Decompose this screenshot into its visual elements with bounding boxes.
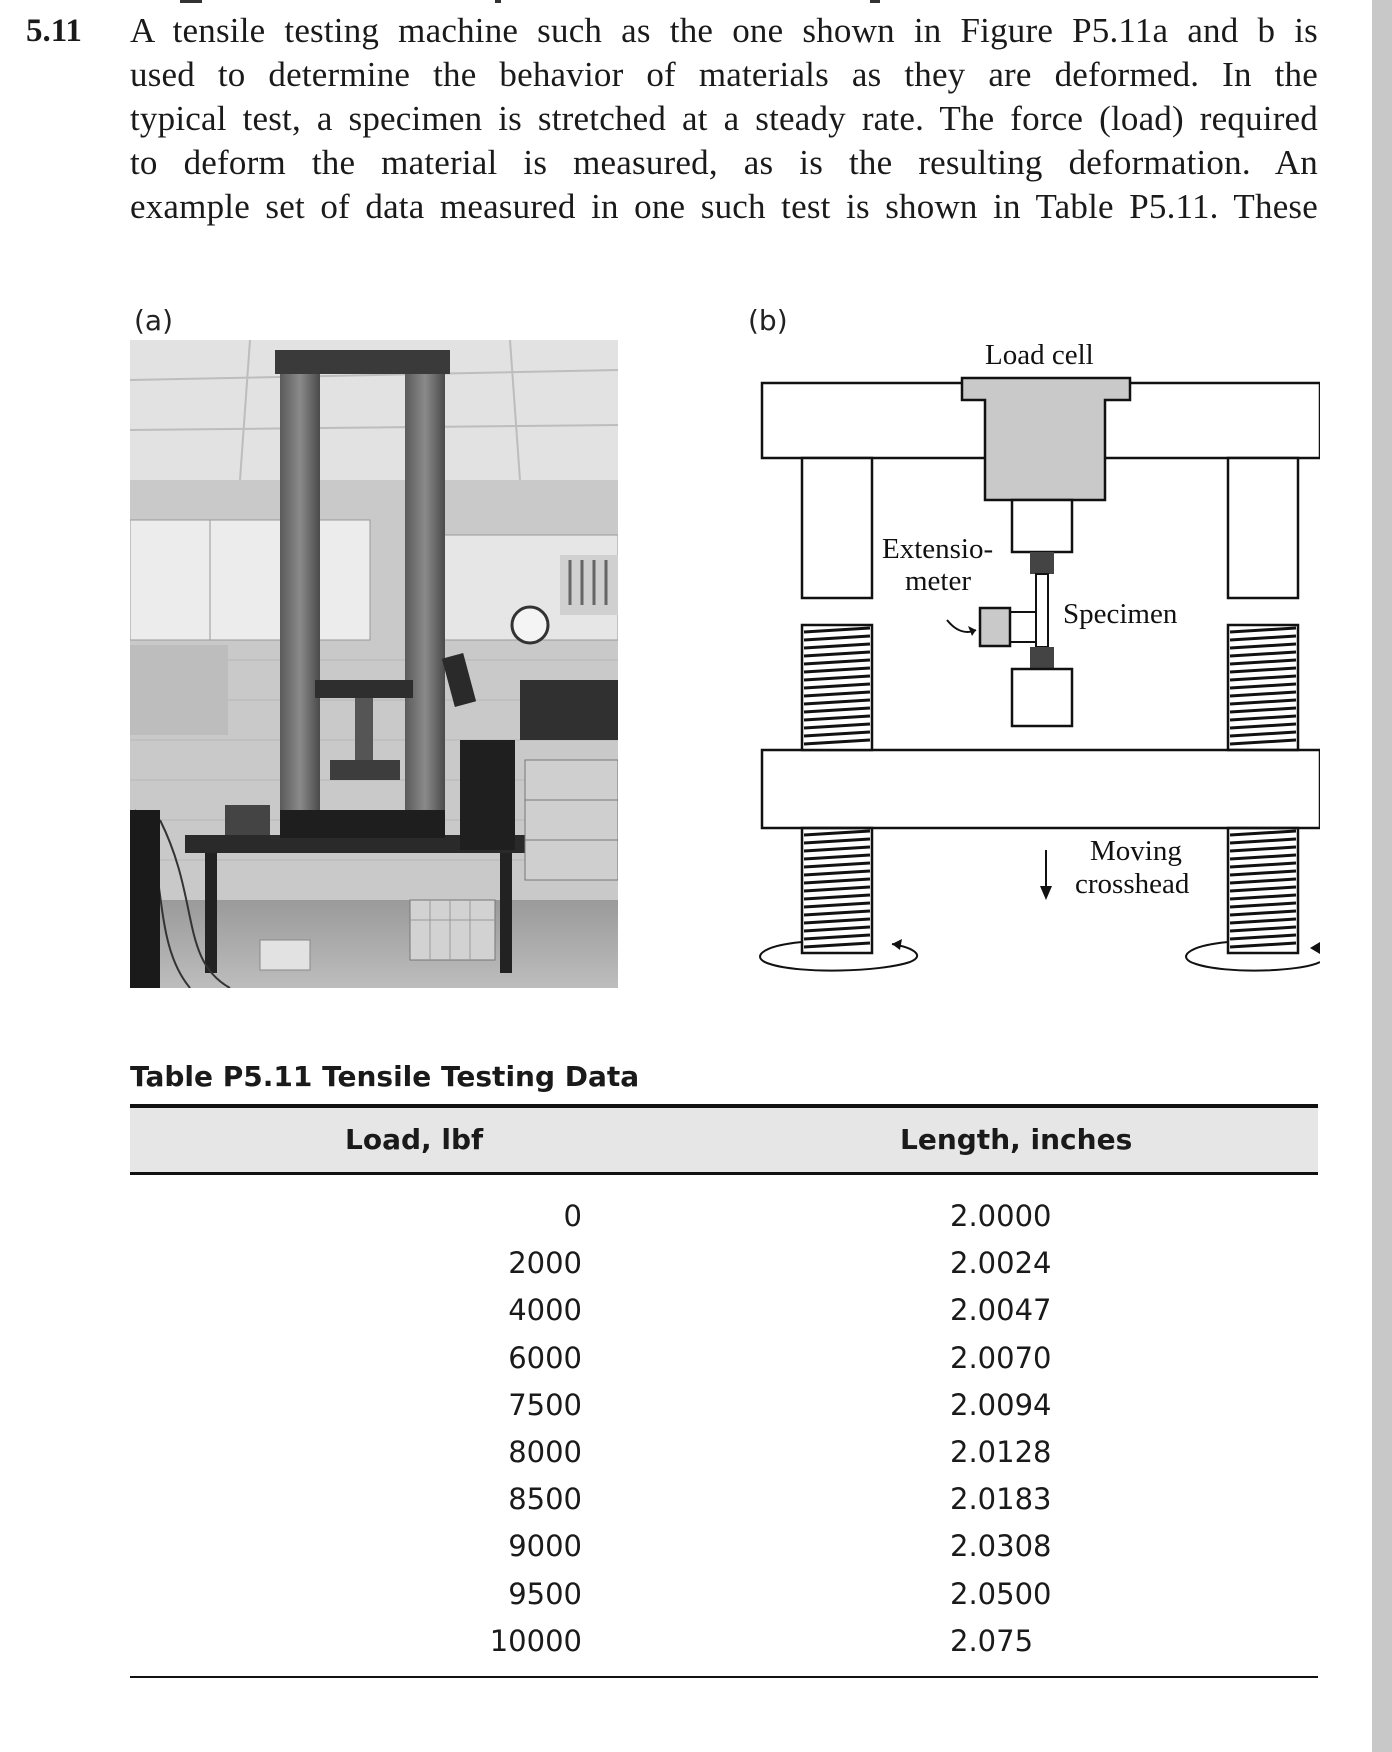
table-row <box>130 1243 1318 1290</box>
tensile-machine-schematic <box>740 330 1320 1000</box>
problem-line: example set of data measured in one such test is shown in Table P5.11. These <box>130 187 1318 226</box>
table-row <box>130 1432 1318 1479</box>
load-cell: 0 <box>563 1199 582 1233</box>
load-cell: 7500 <box>508 1387 582 1422</box>
table-body <box>130 1196 1318 1668</box>
label-specimen: Specimen <box>1063 598 1178 630</box>
table-row <box>130 1338 1318 1385</box>
length-cell: 2.0094 <box>950 1387 1052 1422</box>
length-cell: 2.0070 <box>950 1340 1052 1375</box>
problem-number: 5.11 <box>26 13 82 49</box>
load-cell: 9000 <box>508 1529 582 1564</box>
table-header-rule <box>130 1172 1318 1175</box>
table-row <box>130 1574 1318 1621</box>
load-cell: 9500 <box>508 1576 582 1611</box>
length-cell: 2.0183 <box>950 1482 1052 1517</box>
load-cell: 2000 <box>508 1246 582 1281</box>
label-extensometer-2: meter <box>905 565 972 597</box>
table-row <box>130 1526 1318 1573</box>
problem-line: typical test, a specimen is stretched at a steady rate. The force (load) required <box>130 99 1318 138</box>
length-cell: 2.0308 <box>950 1529 1052 1564</box>
load-cell: 4000 <box>508 1293 582 1328</box>
label-crosshead: crosshead <box>1075 868 1190 900</box>
load-cell: 6000 <box>508 1340 582 1375</box>
problem-statement <box>130 9 1318 229</box>
label-extensometer-1: Extensio- <box>882 533 994 565</box>
table-row <box>130 1385 1318 1432</box>
length-cell: 2.0128 <box>950 1434 1052 1469</box>
problem-line: A tensile testing machine such as the one shown in Figure P5.11a and b is <box>130 11 1318 50</box>
length-cell: 2.075 <box>950 1623 1034 1658</box>
load-cell: 8000 <box>508 1434 582 1469</box>
table-bottom-rule <box>130 1676 1318 1678</box>
table-row <box>130 1621 1318 1668</box>
column-header-load: Load, lbf <box>345 1123 484 1156</box>
cut-off-previous-line <box>180 0 1280 3</box>
panel-a-label: (a) <box>134 304 174 337</box>
length-cell: 2.0000 <box>950 1199 1052 1233</box>
panel-b-label: (b) <box>748 304 788 337</box>
length-cell: 2.0047 <box>950 1293 1052 1328</box>
table-row <box>130 1290 1318 1337</box>
column-header-length: Length, inches <box>900 1123 1133 1156</box>
page-edge-shadow <box>1372 0 1392 1752</box>
table-row <box>130 1196 1318 1243</box>
problem-line: used to determine the behavior of materials as they are deformed. In the <box>130 55 1318 94</box>
length-cell: 2.0500 <box>950 1576 1052 1611</box>
problem-line: to deform the material is measured, as is the resulting deformation. An <box>130 143 1318 182</box>
load-cell: 8500 <box>508 1482 582 1517</box>
length-cell: 2.0024 <box>950 1246 1052 1281</box>
load-cell: 10000 <box>489 1623 582 1658</box>
tensile-machine-photo <box>130 340 618 988</box>
table-header <box>130 1108 1318 1172</box>
label-moving: Moving <box>1090 835 1182 867</box>
table-title: Table P5.11 Tensile Testing Data <box>130 1060 640 1093</box>
label-load-cell: Load cell <box>985 339 1094 371</box>
table-row <box>130 1479 1318 1526</box>
